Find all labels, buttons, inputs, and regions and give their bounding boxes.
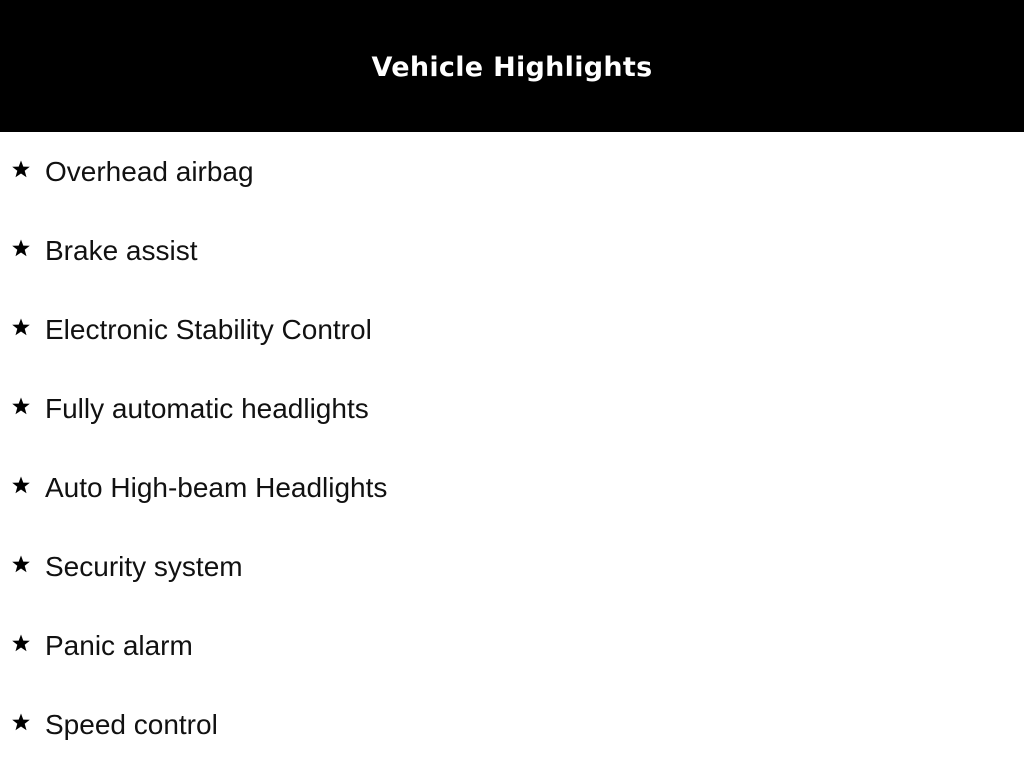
star-icon (11, 475, 31, 495)
highlights-list (0, 132, 1024, 764)
list-item (0, 685, 1024, 764)
star-icon (11, 554, 31, 574)
list-item (0, 132, 1024, 211)
list-item-label: Overhead airbag (45, 156, 254, 187)
list-item (0, 369, 1024, 448)
star-icon (11, 238, 31, 258)
list-item-label: Brake assist (45, 235, 198, 266)
star-icon (11, 396, 31, 416)
list-item-label: Security system (45, 551, 243, 582)
star-icon (11, 317, 31, 337)
list-item (0, 448, 1024, 527)
star-icon (11, 159, 31, 179)
list-item-label: Fully automatic headlights (45, 393, 369, 424)
page-header (0, 0, 1024, 132)
star-icon (11, 633, 31, 653)
list-item-label: Electronic Stability Control (45, 314, 372, 345)
list-item-label: Auto High-beam Headlights (45, 472, 388, 503)
list-item (0, 211, 1024, 290)
list-item-label: Speed control (45, 709, 218, 740)
list-item (0, 290, 1024, 369)
star-icon (11, 712, 31, 732)
page-title: Vehicle Highlights (371, 51, 653, 83)
list-item (0, 527, 1024, 606)
list-item-label: Panic alarm (45, 630, 193, 661)
list-item (0, 606, 1024, 685)
